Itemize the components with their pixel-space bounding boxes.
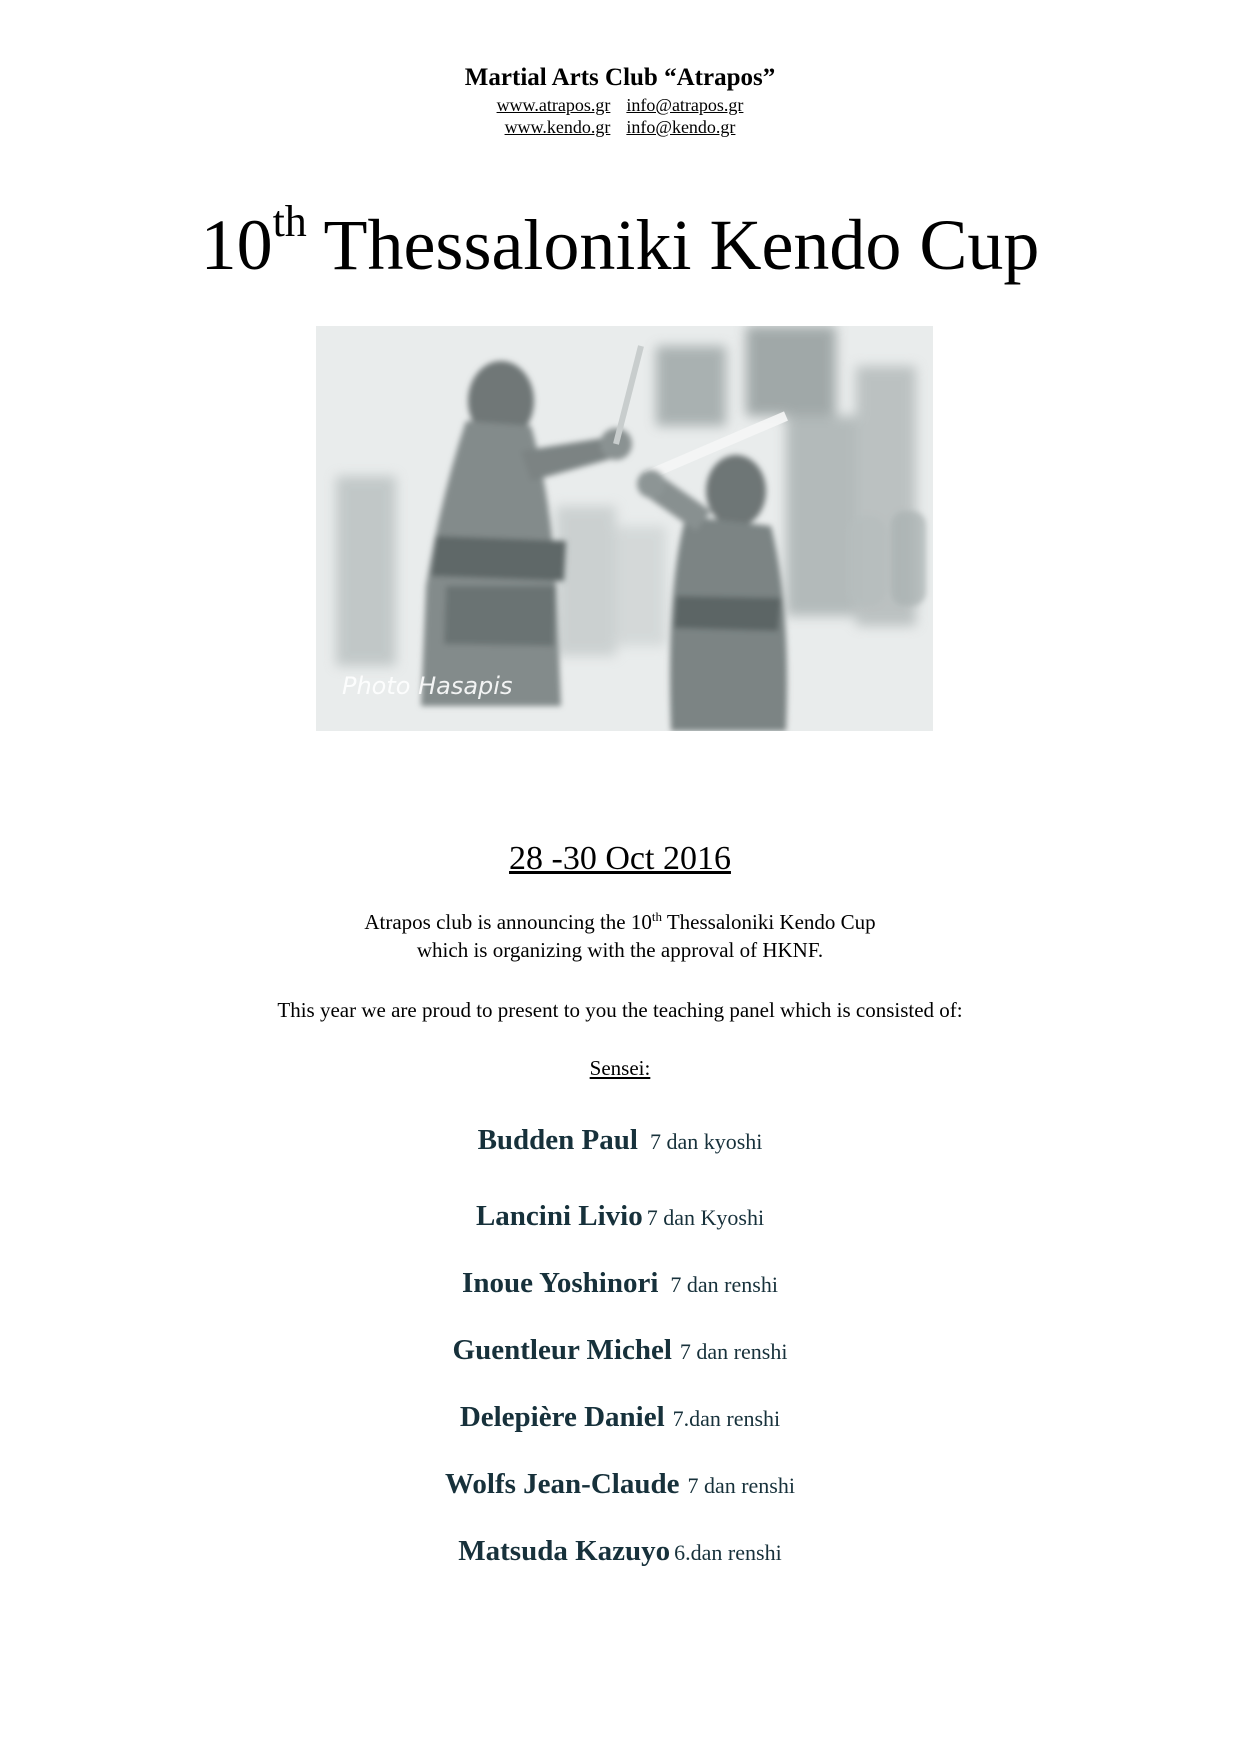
sensei-name: Budden Paul	[477, 1124, 638, 1156]
event-title-rest: Thessaloniki Kendo Cup	[306, 205, 1040, 285]
event-dates: 28 -30 Oct 2016	[509, 840, 731, 877]
sensei-name: Delepière Daniel	[459, 1401, 665, 1433]
website-link-atrapos[interactable]: www.atrapos.gr	[496, 95, 611, 115]
event-title	[0, 197, 1240, 290]
sensei-rank: 7 dan renshi	[670, 1272, 778, 1297]
event-title-number: 10	[200, 205, 273, 285]
sensei-name: Matsuda Kazuyo	[458, 1535, 671, 1567]
sensei-item	[0, 1196, 1240, 1236]
sensei-name: Inoue Yoshinori	[462, 1267, 659, 1299]
photo-illustration	[316, 326, 933, 731]
panel-intro: This year we are proud to present to you the teaching panel which is consisted of:	[277, 998, 963, 1022]
sensei-rank: 7 dan Kyoshi	[646, 1205, 765, 1230]
sensei-rank: 7.dan renshi	[672, 1406, 781, 1431]
club-name: Martial Arts Club “Atrapos”	[464, 64, 776, 91]
website-link-kendo[interactable]: www.kendo.gr	[504, 117, 611, 137]
links-row-1	[0, 94, 1240, 116]
sensei-name: Guentleur Michel	[452, 1334, 672, 1366]
sensei-rank: 7 dan renshi	[679, 1339, 788, 1364]
sensei-item	[0, 1464, 1240, 1504]
photo-watermark: Photo Hasapis	[342, 672, 513, 700]
links-row-2	[0, 116, 1240, 138]
sensei-rank: 7 dan kyoshi	[649, 1129, 763, 1154]
email-link-kendo[interactable]: info@kendo.gr	[626, 117, 736, 137]
sensei-item	[0, 1397, 1240, 1437]
event-title-suffix: th	[272, 197, 307, 246]
sensei-name: Wolfs Jean-Claude	[445, 1468, 680, 1500]
sensei-heading: Sensei:	[589, 1056, 651, 1080]
sensei-item	[0, 1330, 1240, 1370]
sensei-rank: 6.dan renshi	[674, 1540, 782, 1565]
email-link-atrapos[interactable]: info@atrapos.gr	[626, 95, 744, 115]
sensei-name: Lancini Livio	[475, 1200, 643, 1232]
sensei-item	[0, 1120, 1240, 1160]
club-header	[0, 62, 1240, 138]
sensei-rank: 7 dan renshi	[687, 1473, 795, 1498]
announcement-line-1: Atrapos club is announcing the 10th Thessaloniki Kendo Cup	[364, 909, 876, 934]
sensei-item	[0, 1263, 1240, 1303]
announcement-line-2: which is organizing with the approval of HKNF.	[416, 938, 824, 962]
announcement	[0, 908, 1240, 964]
kendo-match-photo	[316, 326, 933, 731]
sensei-item	[0, 1531, 1240, 1571]
